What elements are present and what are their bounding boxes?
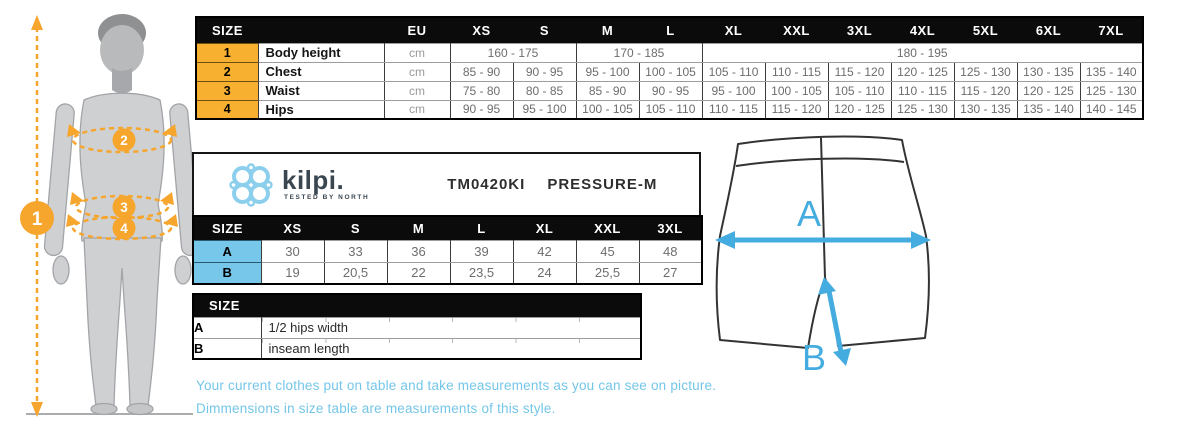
cell: 90 - 95: [513, 62, 576, 81]
cell: 36: [387, 240, 450, 262]
cell: 115 - 120: [954, 81, 1017, 100]
body-measurement-figure: [0, 0, 195, 436]
row-unit: cm: [384, 43, 450, 62]
eu-header: EU: [384, 17, 450, 43]
col-7xl: 7XL: [1080, 17, 1143, 43]
table-row-waist: [196, 81, 1143, 100]
row-label: A: [193, 240, 261, 262]
col-xxl: XXL: [576, 216, 639, 240]
cell: 95 - 100: [576, 62, 639, 81]
cell: 85 - 90: [576, 81, 639, 100]
marker-4-label: 4: [120, 221, 128, 236]
row-number: 3: [196, 81, 258, 100]
col-4xl: 4XL: [891, 17, 954, 43]
inseam-arrow-bottom: [833, 348, 851, 366]
cell: 135 - 140: [1080, 62, 1143, 81]
cell: 125 - 130: [1080, 81, 1143, 100]
col-s: S: [324, 216, 387, 240]
cell: 30: [261, 240, 324, 262]
chest-arrow-left: [67, 124, 81, 137]
size-header: SIZE: [193, 294, 641, 317]
cell: 20,5: [324, 262, 387, 284]
row-description: 1/2 hips width: [261, 317, 641, 338]
cell: 22: [387, 262, 450, 284]
row-unit: cm: [384, 100, 450, 119]
cell: 24: [513, 262, 576, 284]
measurement-legend-table: [192, 293, 642, 360]
legend-row-a: [193, 317, 641, 338]
shorts-measurement-diagram: [702, 128, 947, 373]
col-xs: XS: [261, 216, 324, 240]
col-l: L: [450, 216, 513, 240]
row-number: 2: [196, 62, 258, 81]
cell: 140 - 145: [1080, 100, 1143, 119]
row-unit: cm: [384, 62, 450, 81]
row-label: Body height: [258, 43, 384, 62]
legend-row-b: [193, 338, 641, 359]
col-3xl: 3XL: [639, 216, 702, 240]
cell: 120 - 125: [1017, 81, 1080, 100]
row-label: A: [193, 317, 261, 338]
row-number: 4: [196, 100, 258, 119]
cell: 95 - 100: [702, 81, 765, 100]
cell: 80 - 85: [513, 81, 576, 100]
product-header: [192, 152, 701, 215]
row-unit: cm: [384, 81, 450, 100]
right-hand: [175, 256, 191, 284]
product-size-table: [192, 215, 703, 285]
brand-name: kilpi.: [282, 165, 345, 196]
cell: 115 - 120: [828, 62, 891, 81]
cell: 130 - 135: [1017, 62, 1080, 81]
cell: 27: [639, 262, 702, 284]
cell: 100 - 105: [639, 62, 702, 81]
col-5xl: 5XL: [954, 17, 1017, 43]
cell: 105 - 110: [639, 100, 702, 119]
marker-2-label: 2: [120, 133, 128, 148]
cell: 39: [450, 240, 513, 262]
right-foot: [127, 404, 153, 415]
marker-1-label: 1: [31, 209, 43, 230]
cell: 19: [261, 262, 324, 284]
neck: [112, 68, 132, 94]
kilpi-knot-icon: [228, 162, 274, 208]
cell: 160 - 175: [450, 43, 576, 62]
cell: 125 - 130: [954, 62, 1017, 81]
row-label: Waist: [258, 81, 384, 100]
cell: 23,5: [450, 262, 513, 284]
brand-tagline: TESTED BY NORTH: [284, 194, 370, 202]
left-hand: [53, 256, 69, 284]
col-xl: XL: [513, 216, 576, 240]
inseam-label: B: [802, 337, 827, 373]
cell: 25,5: [576, 262, 639, 284]
cell: 110 - 115: [765, 62, 828, 81]
row-label: B: [193, 338, 261, 359]
cell: 105 - 110: [702, 62, 765, 81]
col-xxl: XXL: [765, 17, 828, 43]
row-number: 1: [196, 43, 258, 62]
row-label: Hips: [258, 100, 384, 119]
table-row-body-height: [196, 43, 1143, 62]
hips-arrow-right: [164, 214, 178, 227]
cell: 90 - 95: [450, 100, 513, 119]
size-header: SIZE: [196, 17, 384, 43]
col-xl: XL: [702, 17, 765, 43]
col-xs: XS: [450, 17, 513, 43]
main-table-header-row: [196, 17, 1143, 43]
cell: 45: [576, 240, 639, 262]
product-code: TM0420KI: [447, 176, 526, 193]
product-id: [447, 176, 657, 193]
cell: 42: [513, 240, 576, 262]
marker-3-label: 3: [120, 200, 128, 215]
main-size-table: [195, 16, 1144, 120]
cell: 135 - 140: [1017, 100, 1080, 119]
cell: 90 - 95: [639, 81, 702, 100]
cell: 115 - 120: [765, 100, 828, 119]
table-row-a: [193, 240, 702, 262]
cell: 75 - 80: [450, 81, 513, 100]
width-label: A: [797, 193, 822, 234]
size-header: SIZE: [193, 216, 261, 240]
col-l: L: [639, 17, 702, 43]
col-6xl: 6XL: [1017, 17, 1080, 43]
cell: 125 - 130: [891, 100, 954, 119]
cell: 110 - 115: [891, 81, 954, 100]
face: [100, 25, 144, 75]
note-line-1: Your current clothes put on table and take measurements as you can see on picture.: [196, 378, 717, 393]
legend-header-row: [193, 294, 641, 317]
height-arrow-top: [31, 15, 43, 30]
col-3xl: 3XL: [828, 17, 891, 43]
col-m: M: [387, 216, 450, 240]
cell: 85 - 90: [450, 62, 513, 81]
row-label: Chest: [258, 62, 384, 81]
cell: 120 - 125: [891, 62, 954, 81]
cell: 105 - 110: [828, 81, 891, 100]
cell: 33: [324, 240, 387, 262]
cell: 180 - 195: [702, 43, 1143, 62]
hips-arrow-left: [66, 214, 80, 227]
col-s: S: [513, 17, 576, 43]
cell: 170 - 185: [576, 43, 702, 62]
row-description: inseam length: [261, 338, 641, 359]
left-foot: [91, 404, 117, 415]
cell: 120 - 125: [828, 100, 891, 119]
cell: 48: [639, 240, 702, 262]
col-m: M: [576, 17, 639, 43]
cell: 110 - 115: [702, 100, 765, 119]
cell: 95 - 100: [513, 100, 576, 119]
cell: 130 - 135: [954, 100, 1017, 119]
product-table-header-row: [193, 216, 702, 240]
legs: [84, 238, 161, 406]
product-name: PRESSURE-M: [547, 176, 658, 193]
kilpi-logo: [228, 162, 369, 208]
note-line-2: Dimmensions in size table are measurements of this style.: [196, 401, 556, 416]
table-row-hips: [196, 100, 1143, 119]
brand-text: [282, 167, 369, 202]
table-row-chest: [196, 62, 1143, 81]
table-row-b: [193, 262, 702, 284]
cell: 100 - 105: [765, 81, 828, 100]
cell: 100 - 105: [576, 100, 639, 119]
measurement-notes: [196, 374, 716, 420]
row-label: B: [193, 262, 261, 284]
